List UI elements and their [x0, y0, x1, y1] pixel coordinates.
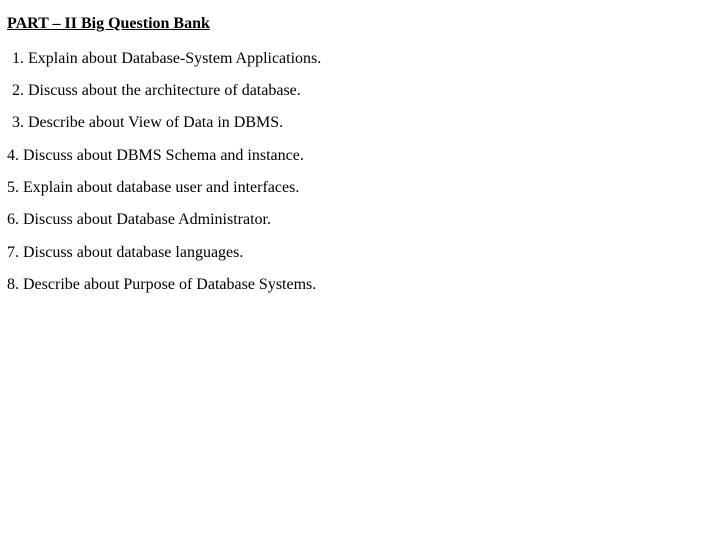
question-item: 2. Discuss about the architecture of database. [12, 82, 301, 99]
question-item: 1. Explain about Database-System Applications. [12, 50, 322, 67]
question-item: 5. Explain about database user and interfaces. [7, 179, 300, 196]
section-heading: PART – II Big Question Bank [7, 15, 210, 32]
question-item: 6. Discuss about Database Administrator. [7, 211, 271, 228]
question-item: 7. Discuss about database languages. [7, 244, 244, 261]
question-item: 4. Discuss about DBMS Schema and instance. [7, 147, 304, 164]
question-item: 8. Describe about Purpose of Database Systems. [7, 276, 317, 293]
question-item: 3. Describe about View of Data in DBMS. [12, 114, 284, 131]
